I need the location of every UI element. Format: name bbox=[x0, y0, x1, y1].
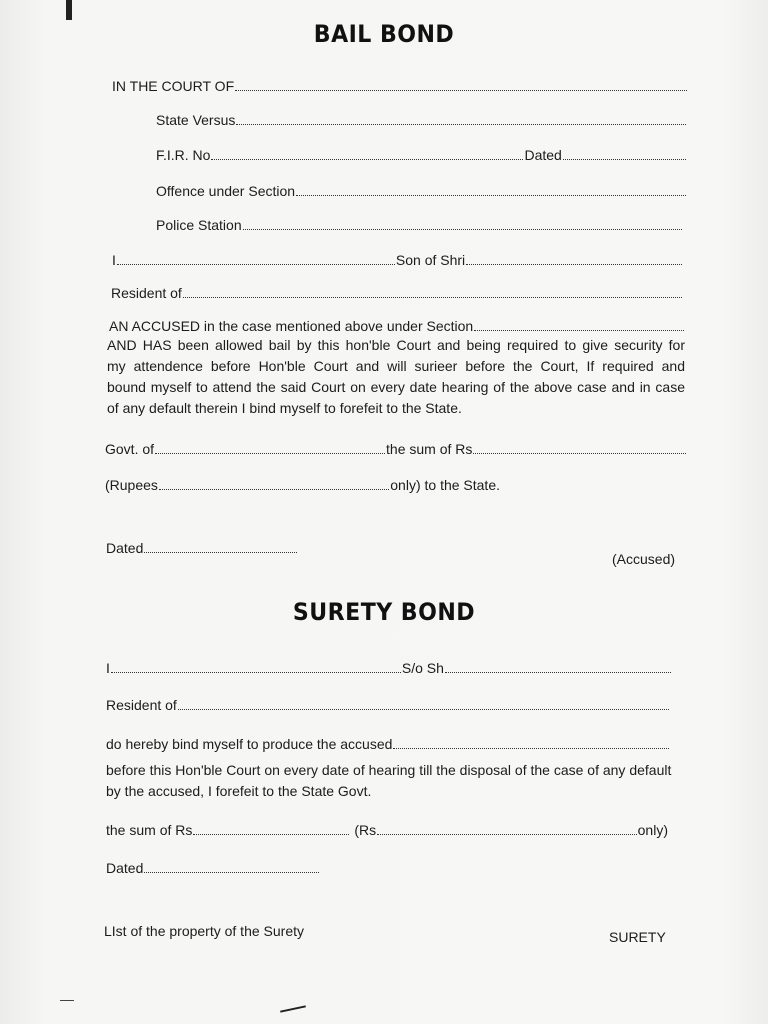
fir-field[interactable] bbox=[211, 147, 523, 160]
fir-dated-field[interactable] bbox=[563, 147, 686, 160]
surety-name-line bbox=[106, 660, 672, 676]
police-line bbox=[156, 217, 683, 233]
court-label: IN THE COURT OF bbox=[112, 78, 235, 94]
surety-sum-field[interactable] bbox=[193, 822, 349, 835]
state-line bbox=[156, 112, 687, 128]
govt-field[interactable] bbox=[155, 441, 385, 454]
bail-bond-title: BAIL BOND bbox=[313, 20, 455, 48]
state-field[interactable] bbox=[236, 112, 686, 125]
state-label: State Versus bbox=[156, 112, 236, 128]
govt-line bbox=[105, 441, 687, 457]
offence-line bbox=[156, 183, 687, 199]
surety-dated-line bbox=[106, 860, 320, 876]
court-field[interactable] bbox=[235, 78, 687, 91]
ink-mark bbox=[280, 1005, 306, 1012]
offence-field[interactable] bbox=[296, 183, 686, 196]
surety-so-label: S/o Sh bbox=[401, 660, 444, 676]
resident-label: Resident of bbox=[111, 285, 182, 301]
surety-rs-field[interactable] bbox=[377, 822, 636, 835]
accused-section-field[interactable] bbox=[474, 318, 684, 331]
resident-field[interactable] bbox=[183, 285, 682, 298]
father-name-field[interactable] bbox=[466, 252, 682, 265]
surety-sum-label: the sum of Rs bbox=[106, 822, 193, 838]
surety-bind-line bbox=[106, 736, 670, 752]
court-line bbox=[112, 78, 688, 94]
bail-para-line: bound myself to attend the said Court on every date hearing of the above case and in case bbox=[107, 379, 685, 395]
son-line bbox=[112, 252, 683, 268]
bail-paragraph bbox=[107, 335, 685, 419]
margin-mark bbox=[60, 1000, 74, 1001]
bail-para-line: AND HAS been allowed bail by this hon'ble Court and being required to give security for bbox=[107, 337, 685, 353]
accused-line bbox=[109, 318, 685, 334]
sum-label: the sum of Rs bbox=[386, 441, 473, 457]
fir-dated-label: Dated bbox=[524, 147, 562, 163]
surety-bind-field[interactable] bbox=[393, 736, 669, 749]
resident-line bbox=[111, 285, 683, 301]
surety-paragraph bbox=[106, 760, 672, 802]
surety-only-label: only) bbox=[637, 822, 668, 838]
surety-dated-field[interactable] bbox=[144, 860, 319, 873]
bail-para-line: of any default therein I bind myself to forefeit to the State. bbox=[107, 400, 462, 416]
surety-name-field[interactable] bbox=[111, 660, 401, 673]
police-label: Police Station bbox=[156, 217, 242, 233]
surety-para-line: before this Hon'ble Court on every date of hearing till the disposal of the case of any default bbox=[106, 762, 672, 778]
bail-dated-label: Dated bbox=[106, 540, 144, 556]
i-label: I bbox=[112, 252, 116, 268]
surety-bond-title: SURETY BOND bbox=[292, 598, 476, 626]
offence-label: Offence under Section bbox=[156, 183, 296, 199]
property-list-label: LIst of the property of the Surety bbox=[104, 923, 304, 939]
accused-section-label: AN ACCUSED in the case mentioned above under Section bbox=[109, 318, 474, 334]
surety-resident-line bbox=[106, 697, 670, 713]
police-field[interactable] bbox=[243, 217, 682, 230]
name-field[interactable] bbox=[117, 252, 395, 265]
page-edge-mark bbox=[66, 0, 72, 20]
surety-bind-label: do hereby bind myself to produce the accused bbox=[106, 736, 393, 752]
bail-dated-field[interactable] bbox=[144, 540, 297, 553]
bail-para-line: my attendence before Hon'ble Court and will surieer before the Court, If required and bbox=[107, 358, 685, 374]
rupees-field[interactable] bbox=[159, 477, 389, 490]
surety-para-line: by the accused, I forefeit to the State Govt. bbox=[106, 783, 372, 799]
surety-resident-field[interactable] bbox=[178, 697, 669, 710]
surety-i-label: I bbox=[106, 660, 110, 676]
rupees-label: (Rupees bbox=[105, 477, 158, 493]
accused-signature-label: (Accused) bbox=[612, 551, 676, 567]
surety-dated-label: Dated bbox=[106, 860, 144, 876]
surety-father-field[interactable] bbox=[445, 660, 671, 673]
fir-label: F.I.R. No bbox=[156, 147, 211, 163]
surety-sum-line bbox=[106, 822, 668, 838]
rupees-line bbox=[105, 477, 500, 493]
govt-label: Govt. of bbox=[105, 441, 155, 457]
surety-resident-label: Resident of bbox=[106, 697, 177, 713]
bail-dated-line bbox=[106, 540, 298, 556]
sum-field[interactable] bbox=[473, 441, 686, 454]
fir-line bbox=[156, 147, 687, 163]
only-state-label: only) to the State. bbox=[390, 477, 500, 493]
surety-rs-label: (Rs bbox=[354, 822, 377, 838]
son-of-label: Son of Shri bbox=[395, 252, 466, 268]
surety-signature-label: SURETY bbox=[609, 929, 666, 945]
